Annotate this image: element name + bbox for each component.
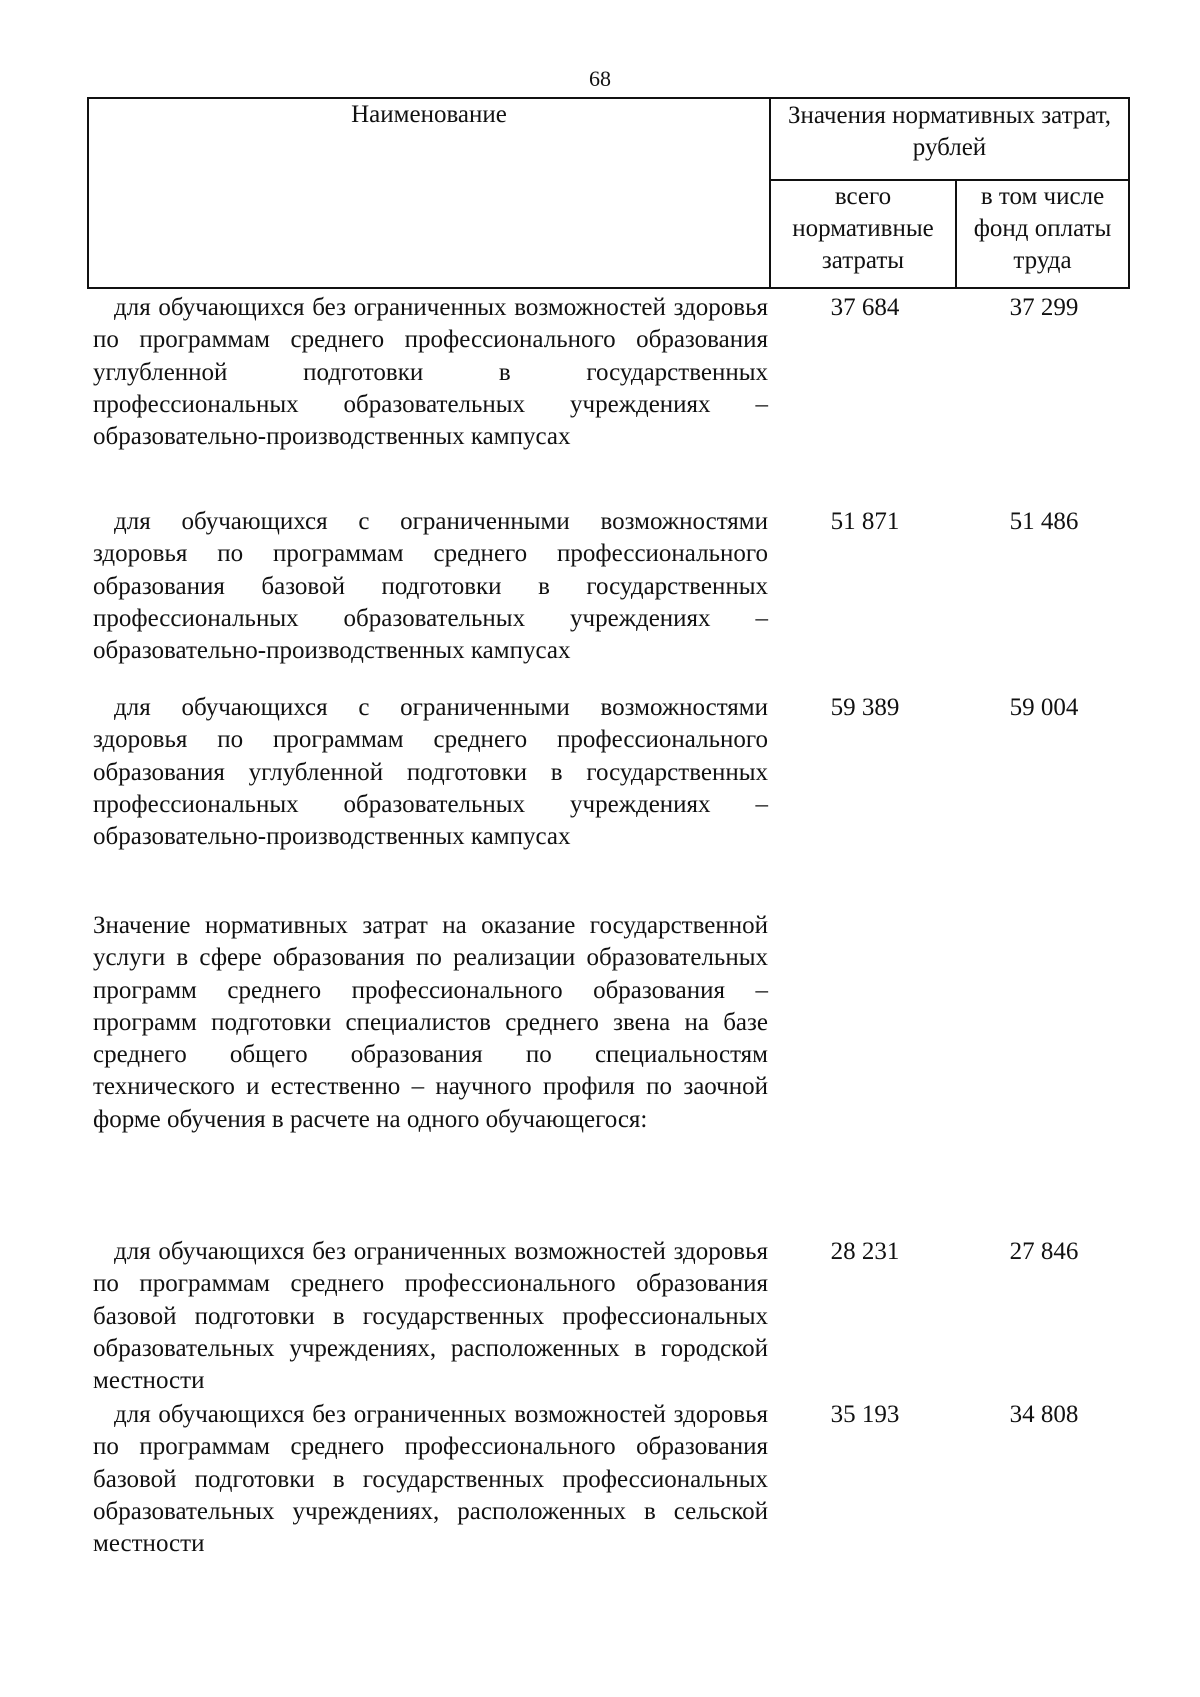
row-name: для обучающихся без ограниченных возможностей здоровья по программам среднего профессионального образования углубленной подготовки в государственных профессиональных образовательных учреждениях – образовательно-производственных кампусах bbox=[93, 294, 768, 451]
row-total: 37 684 bbox=[830, 294, 900, 321]
row-name: для обучающихся с ограниченными возможностями здоровья по программам среднего профессионального образования базовой подготовки в государственных профессиональных образовательных учреждениях – образовательно-производственных кампусах bbox=[93, 508, 768, 665]
row-name: для обучающихся без ограниченных возможностей здоровья по программам среднего профессионального образования базовой подготовки в государственных профессиональных образовательных учреждениях, расположенных в сельской местности bbox=[93, 1401, 768, 1558]
header-values-group: Значения нормативных затрат, рублей bbox=[787, 102, 1112, 161]
row-name: для обучающихся без ограниченных возможностей здоровья по программам среднего профессионального образования базовой подготовки в государственных профессиональных образовательных учреждениях, расположенных в городской местности bbox=[93, 1238, 768, 1395]
row-fund: 34 808 bbox=[1009, 1401, 1079, 1428]
header-total: всего нормативные затраты bbox=[792, 183, 934, 274]
table-header bbox=[87, 97, 1130, 289]
row-total: 51 871 bbox=[830, 508, 900, 535]
row-fund: 51 486 bbox=[1009, 508, 1079, 535]
header-fund: в том числе фонд оплаты труда bbox=[973, 183, 1112, 274]
section-heading: Значение нормативных затрат на оказание государственной услуги в сфере образования по реализации образовательных программ среднего профессионального образования – программ подготовки специалистов среднего звена на базе среднего общего образования по специальностям технического и естественно – научного профиля по заочной форме обучения в расчете на одного обучающегося: bbox=[93, 912, 768, 1133]
row-total: 28 231 bbox=[830, 1238, 900, 1265]
page-number: 68 bbox=[589, 66, 611, 91]
header-name: Наименование bbox=[351, 101, 507, 128]
row-name: для обучающихся с ограниченными возможностями здоровья по программам среднего профессионального образования углубленной подготовки в государственных профессиональных образовательных учреждениях – образовательно-производственных кампусах bbox=[93, 694, 768, 851]
row-fund: 59 004 bbox=[1009, 694, 1079, 721]
row-fund: 37 299 bbox=[1009, 294, 1079, 321]
row-fund: 27 846 bbox=[1009, 1238, 1079, 1265]
row-total: 59 389 bbox=[830, 694, 900, 721]
row-total: 35 193 bbox=[830, 1401, 900, 1428]
